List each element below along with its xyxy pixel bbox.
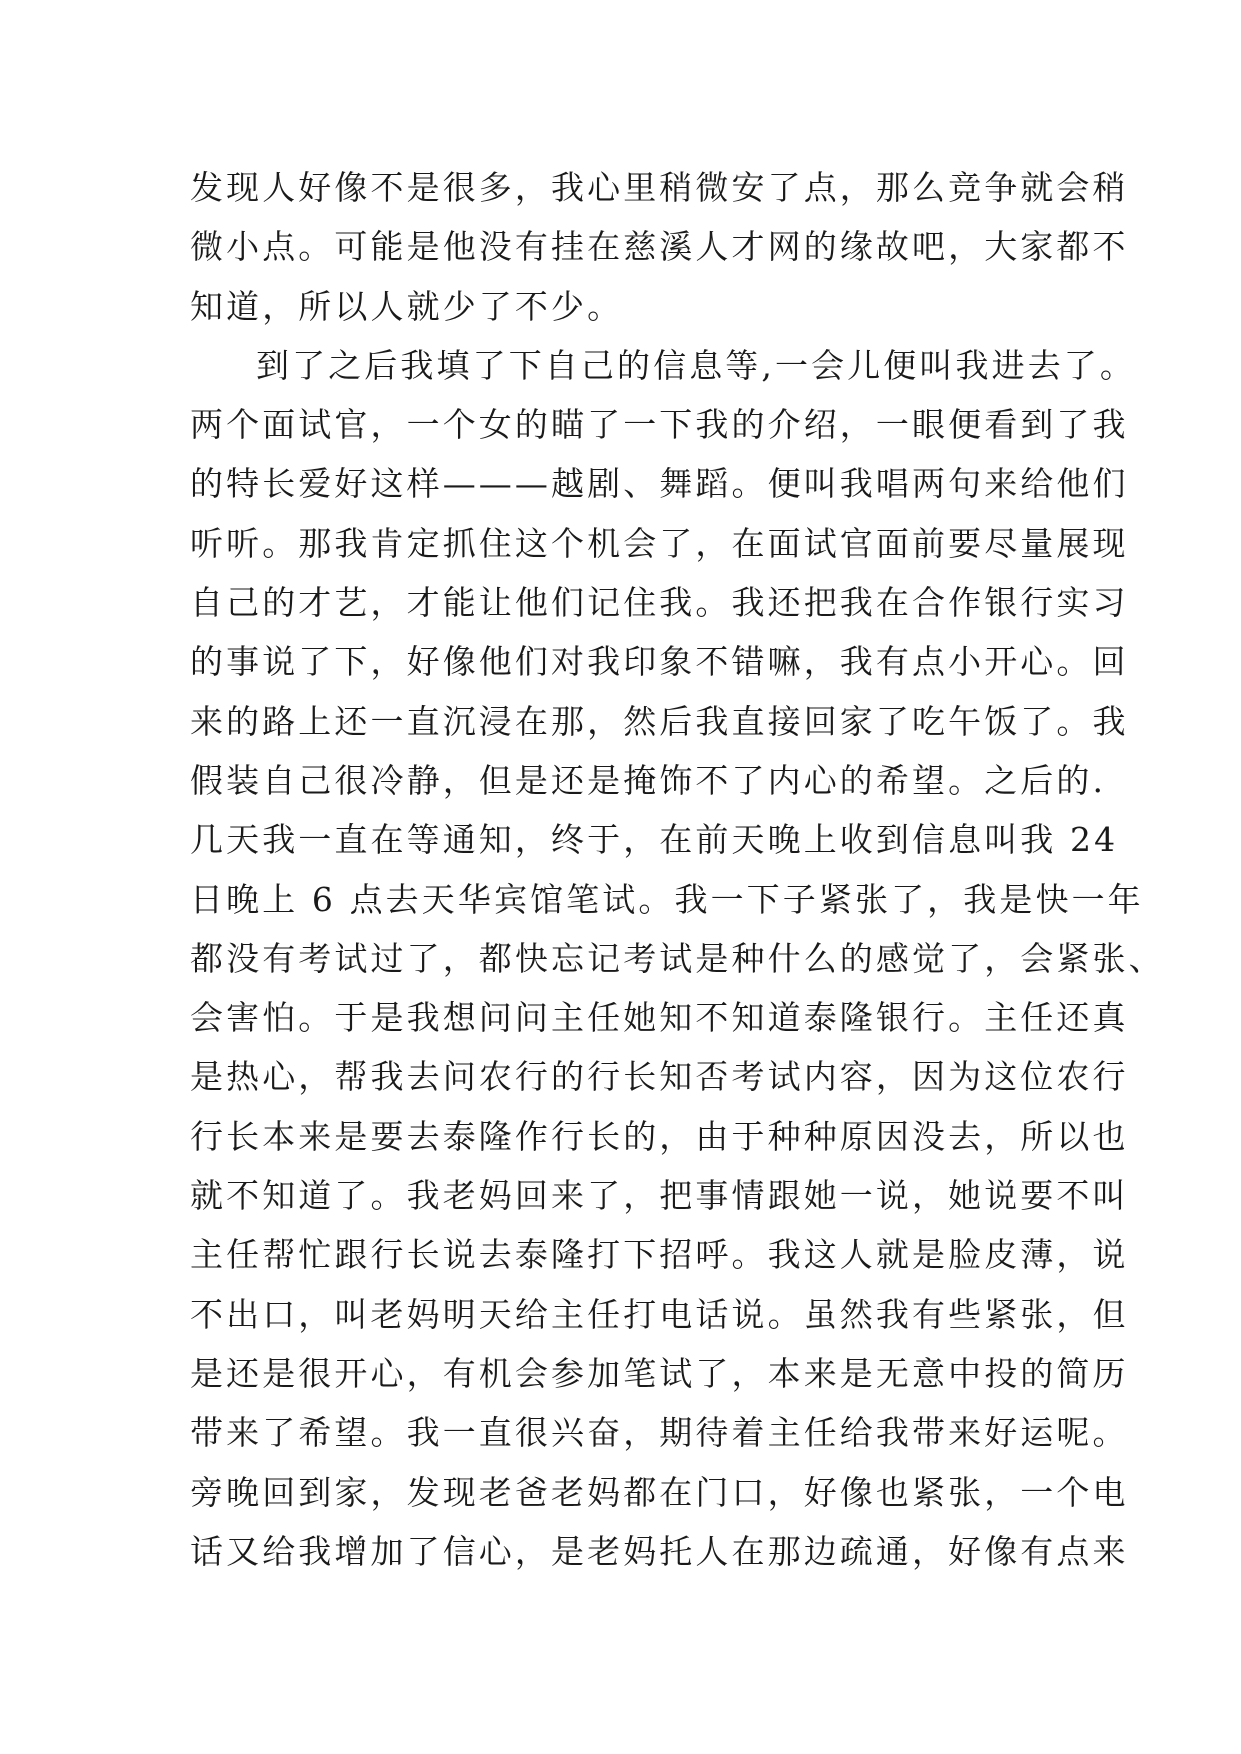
text-line: 带来了希望。我一直很兴奋，期待着主任给我带来好运呢。 [190, 1413, 1129, 1453]
text-line: 是还是很开心，有机会参加笔试了，本来是无意中投的简历 [190, 1353, 1129, 1393]
text-line: 旁晚回到家，发现老爸老妈都在门口，好像也紧张，一个电 [190, 1472, 1129, 1512]
body-text [190, 158, 1165, 1581]
text-line: 知道，所以人就少了不少。 [190, 286, 624, 326]
text-line: 主任帮忙跟行长说去泰隆打下招呼。我这人就是脸皮薄，说 [190, 1235, 1129, 1275]
text-line: 日晚上 6 点去天华宾馆笔试。我一下子紧张了，我是快一年 [190, 879, 1144, 919]
text-line: 行长本来是要去泰隆作行长的，由于种种原因没去，所以也 [190, 1116, 1129, 1156]
text-line: 自己的才艺，才能让他们记住我。我还把我在合作银行实习 [190, 583, 1129, 623]
text-line: 都没有考试过了，都快忘记考试是种什么的感觉了，会紧张、 [190, 938, 1165, 978]
text-line: 两个面试官，一个女的瞄了一下我的介绍，一眼便看到了我 [190, 405, 1129, 445]
text-line: 的特长爱好这样———越剧、舞蹈。便叫我唱两句来给他们 [190, 464, 1129, 504]
text-line: 微小点。可能是他没有挂在慈溪人才网的缘故吧，大家都不 [190, 227, 1129, 267]
text-line: 会害怕。于是我想问问主任她知不知道泰隆银行。主任还真 [190, 998, 1129, 1038]
text-line: 是热心，帮我去问农行的行长知否考试内容，因为这位农行 [190, 1057, 1129, 1097]
text-line: 假装自己很冷静，但是还是掩饰不了内心的希望。之后的. [190, 760, 1107, 800]
text-line: 不出口，叫老妈明天给主任打电话说。虽然我有些紧张，但 [190, 1294, 1129, 1334]
paragraph-start-line: 到了之后我填了下自己的信息等,一会儿便叫我进去了。 [256, 345, 1136, 385]
text-line: 发现人好像不是很多，我心里稍微安了点，那么竞争就会稍 [190, 168, 1129, 207]
text-line: 听听。那我肯定抓住这个机会了，在面试官面前要尽量展现 [190, 523, 1129, 563]
text-line: 几天我一直在等通知，终于，在前天晚上收到信息叫我 24 [190, 820, 1119, 860]
text-line: 来的路上还一直沉浸在那，然后我直接回家了吃午饭了。我 [190, 701, 1129, 741]
text-line: 的事说了下，好像他们对我印象不错嘛，我有点小开心。回 [190, 642, 1129, 682]
text-line: 话又给我增加了信心，是老妈托人在那边疏通，好像有点来 [190, 1531, 1129, 1571]
text-line: 就不知道了。我老妈回来了，把事情跟她一说，她说要不叫 [190, 1176, 1129, 1216]
